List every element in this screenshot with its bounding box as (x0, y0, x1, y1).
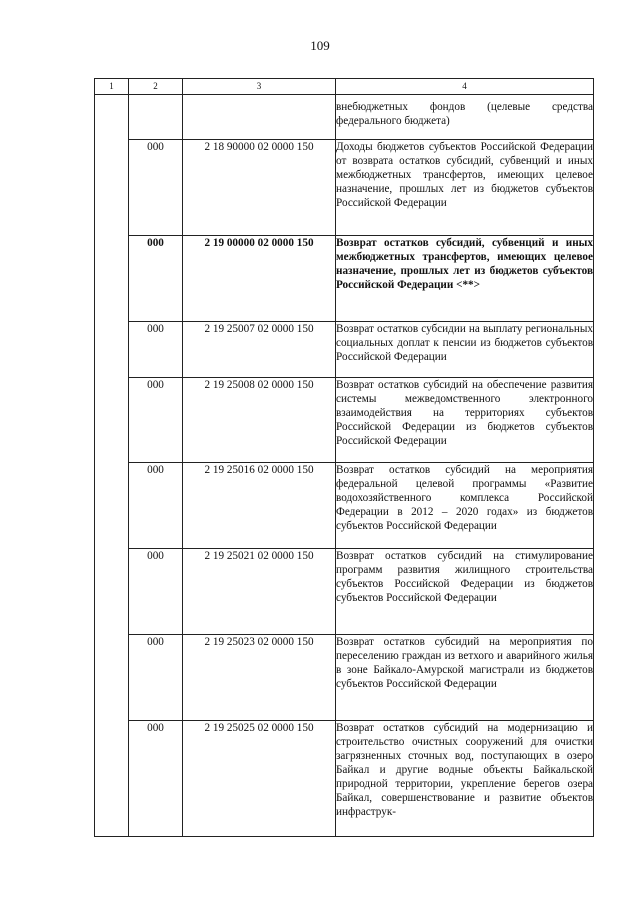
budget-code-cell: 2 19 25007 02 0000 150 (183, 322, 336, 378)
page-number: 109 (310, 38, 330, 53)
description-cell: Возврат остатков субсидий на мероприятия федеральной целевой программы «Развитие водохозяйственного комплекса Российской Федерации в 2012 – 2020 годах» из бюджетов субъектов Российской Федерации (336, 463, 594, 549)
table-row (95, 549, 594, 635)
column-number-3: 3 (183, 79, 336, 95)
admin-code-cell: 000 (129, 635, 183, 721)
table-row (95, 140, 594, 236)
empty-column-cell (95, 95, 129, 837)
table-row (95, 378, 594, 463)
column-number-2: 2 (129, 79, 183, 95)
admin-code-cell: 000 (129, 140, 183, 236)
description-cell: Возврат остатков субсидий на стимулирование программ развития жилищного строительства субъектов Российской Федерации из бюджетов субъектов Российской Федерации (336, 549, 594, 635)
table-row (95, 463, 594, 549)
admin-code-cell: 000 (129, 378, 183, 463)
table-row (95, 721, 594, 837)
column-number-4: 4 (336, 79, 594, 95)
description-cell: Возврат остатков субсидии на выплату региональных социальных доплат к пенсии из бюджетов субъектов Российской Федерации (336, 322, 594, 378)
description-cell: Возврат остатков субсидий на модернизацию и строительство очистных сооружений для очистки загрязненных сточных вод, поступающих в озеро Байкал и другие водные объекты Байкальской природной территории, укрепление берегов озера Байкал, совершенствование и развитие объектов инфраструк- (336, 721, 594, 837)
budget-code-cell: 2 19 25021 02 0000 150 (183, 549, 336, 635)
budget-code-cell (183, 95, 336, 140)
description-cell: Возврат остатков субсидий на мероприятия по переселению граждан из ветхого и аварийного жилья в зоне Байкало-Амурской магистрали из бюджетов субъектов Российской Федерации (336, 635, 594, 721)
budget-code-cell: 2 19 25023 02 0000 150 (183, 635, 336, 721)
description-cell: внебюджетных фондов (целевые средства федерального бюджета) (336, 95, 594, 140)
table-header-row (95, 79, 594, 95)
admin-code-cell (129, 95, 183, 140)
budget-code-cell: 2 19 25008 02 0000 150 (183, 378, 336, 463)
admin-code-cell: 000 (129, 463, 183, 549)
admin-code-cell: 000 (129, 236, 183, 322)
column-number-1: 1 (95, 79, 129, 95)
table-row (95, 236, 594, 322)
budget-code-cell: 2 19 25025 02 0000 150 (183, 721, 336, 837)
table-row (95, 635, 594, 721)
table-row (95, 322, 594, 378)
description-cell: Возврат остатков субсидий, субвенций и иных межбюджетных трансфертов, имеющих целевое назначение, прошлых лет из бюджетов субъектов Российской Федерации <**> (336, 236, 594, 322)
admin-code-cell: 000 (129, 549, 183, 635)
budget-code-cell: 2 19 25016 02 0000 150 (183, 463, 336, 549)
description-cell: Возврат остатков субсидий на обеспечение развития системы межведомственного электронного взаимодействия на территориях субъектов Российской Федерации из бюджетов субъектов Российской Федерации (336, 378, 594, 463)
admin-code-cell: 000 (129, 322, 183, 378)
budget-codes-table (94, 78, 594, 837)
budget-code-cell: 2 19 00000 02 0000 150 (183, 236, 336, 322)
budget-code-cell: 2 18 90000 02 0000 150 (183, 140, 336, 236)
table-row (95, 95, 594, 140)
admin-code-cell: 000 (129, 721, 183, 837)
description-cell: Доходы бюджетов субъектов Российской Федерации от возврата остатков субсидий, субвенций и иных межбюджетных трансфертов, имеющих целевое назначение, прошлых лет из бюджетов субъектов Российской Федерации (336, 140, 594, 236)
